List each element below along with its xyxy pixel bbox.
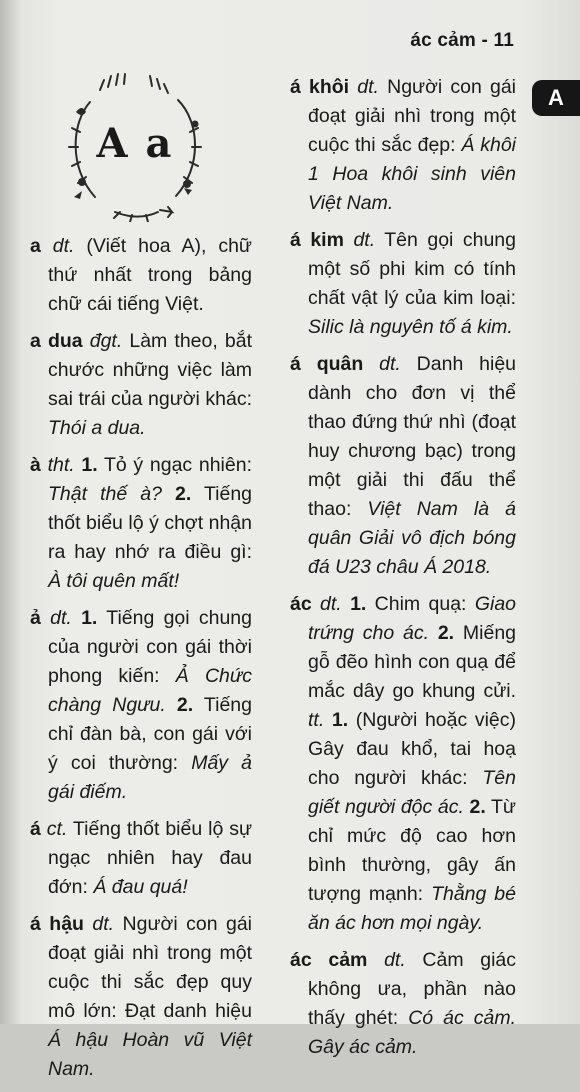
letter-heading: A a [96,120,174,167]
text-hw: á [30,818,41,840]
text-pos: dt. [379,353,401,375]
text-def: Tiếng thốt biểu lộ sự ngạc nhiên hay đau đớn: [48,818,253,898]
text-e2: À tôi quên mất! [48,570,180,592]
text-s2: 2. [165,694,194,716]
text-pos: dt. [357,76,379,98]
text-def: Danh hiệu dành cho đơn vị thể thao đứng thứ nhì (đoạt huy chương bạc) trong một giải thi đấu thể thao: [308,353,517,520]
text-e1: Giao trứng cho ác. [308,593,517,644]
text-ex: Á khôi 1 Hoa khôi sinh viên Việt Nam. [308,134,516,214]
text-def: Người con gái đoạt giải nhì trong một cuộc thi sắc đẹp: [308,76,516,156]
text-pos: tht. [47,454,75,476]
text-def: Làm theo, bắt chước những việc làm sai trái của người khác: [48,330,252,410]
text-hw: ả [30,607,41,629]
text-e1: Ả Chức chàng Ngưu. [48,665,252,716]
running-head: ác cảm - 11 [410,30,514,51]
text-ex: Silic là nguyên tố á kim. [308,316,513,338]
text-pos: dt. [384,949,406,971]
letter-wreath-logo [60,72,210,222]
entry-a-dua [30,327,252,443]
right-column [290,73,516,1070]
text-d1: Tiếng gọi chung của người con gái thời phong kiến: [48,607,252,687]
text-e1: Thật thế à? [48,483,162,505]
text-pos: dt. [52,235,75,257]
entry-a-dt [30,604,252,807]
entry-a-khoi [290,73,516,218]
text-pos: dt. [50,607,72,629]
text-ex: Thói a dua. [48,417,146,439]
entry-a-ct [30,815,252,902]
text-s1: 1. [341,593,367,615]
text-hw: á khôi [290,76,350,98]
text-hw: a [30,235,41,257]
text-s3: 1. [324,709,349,731]
text-pos2: tt. [308,709,325,731]
text-s2: 2. [161,483,192,505]
entry-a-quan [290,350,516,582]
text-hw: à [30,454,41,476]
text-hw: ác [290,593,312,615]
letter-tab: A [532,80,580,116]
text-def: Cảm giác không ưa, phần nào thấy ghét: [308,949,517,1029]
text-d2: Miếng gỗ đẽo hình con quạ để mắc dây go khung cửi. [308,622,517,702]
text-pos: ct. [46,818,68,840]
text-hw: a dua [30,330,83,352]
entry-ac [290,590,516,938]
text-ex: Á hậu Hoàn vũ Việt Nam. [48,1029,252,1080]
text-hw: á hậu [30,913,84,935]
text-def: (Viết hoa A), chữ thứ nhất trong bảng chữ cái tiếng Việt. [48,235,252,315]
entry-a-hau [30,910,252,1084]
text-hw: á quân [290,353,364,375]
text-pos: dt. [353,229,376,251]
text-s2: 2. [429,622,455,644]
text-def: Người con gái đoạt giải nhì trong một cuộc thi sắc đẹp quy mô lớn: Đạt danh hiệu [48,913,253,1022]
text-d3: (Người hoặc việc) Gây đau khổ, tai hoạ cho người khác: [308,709,516,789]
entry-a-tht [30,451,252,596]
entry-ac-cam [290,946,516,1062]
text-e2: Mấy ả gái điếm. [48,752,252,803]
text-pos: dt. [92,913,115,935]
text-d4: Từ chỉ mức độ cao hơn bình thường, gây ấn tượng mạnh: [308,796,516,905]
text-d2: Tiếng chỉ đàn bà, con gái với ý coi thường: [48,694,252,774]
text-s4: 2. [463,796,486,818]
text-d2: Tiếng thốt biểu lộ ý chợt nhận ra hay nhớ ra điều gì: [48,483,253,563]
entry-a-kim [290,226,516,342]
text-ex: Việt Nam là á quân Giải vô địch bóng đá U23 châu Á 2018. [308,498,516,578]
text-e4: Thằng bé ăn ác hơn mọi ngày. [308,883,516,934]
left-column [30,232,252,1092]
text-ex: Á đau quá! [93,876,188,898]
text-s1: 1. [71,607,98,629]
text-pos: dt. [320,593,342,615]
text-def: Tên gọi chung một số phi kim có tính chất vật lý của kim loại: [308,229,516,309]
text-s1: 1. [74,454,98,476]
entry-a [30,232,252,319]
text-d1: Tỏ ý ngạc nhiên: [97,454,252,476]
text-hw: á kim [290,229,344,251]
text-e3: Tên giết người độc ác. [308,767,516,818]
text-ex: Có ác cảm. Gây ác cảm. [308,1007,516,1058]
text-pos: đgt. [89,330,123,352]
text-hw: ác cảm [290,949,368,971]
text-d1: Chim quạ: [366,593,475,615]
